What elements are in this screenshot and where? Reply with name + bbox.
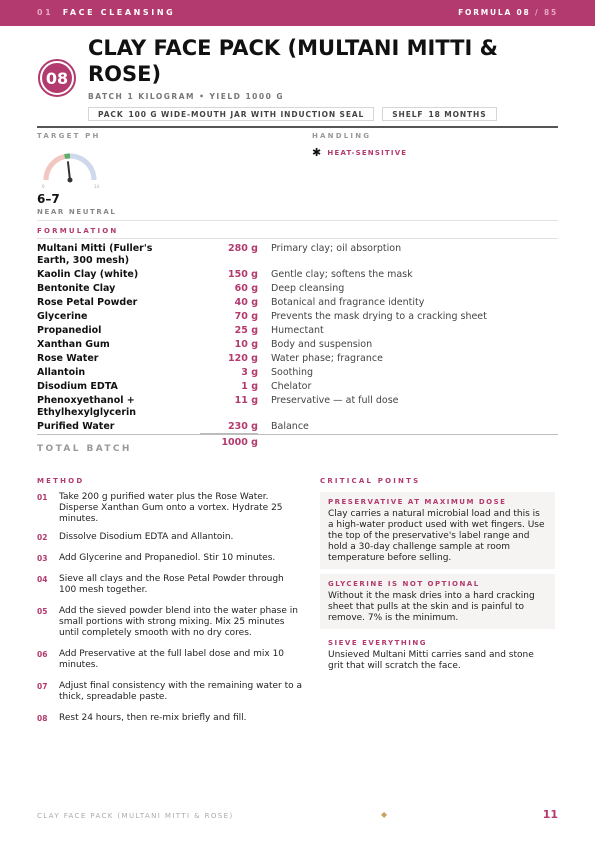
method-step xyxy=(37,532,302,543)
ingredient-name: Rose Water xyxy=(37,353,99,364)
ph-gauge-max-label: 14 xyxy=(94,184,100,189)
batch-subtitle: BATCH 1 KILOGRAM • YIELD 1000 G xyxy=(88,92,285,101)
spec-pills xyxy=(88,107,497,121)
ingredient-name: Bentonite Clay xyxy=(37,283,116,294)
top-bar xyxy=(0,0,595,26)
ingredient-amount: 10 g xyxy=(234,339,258,350)
formulation-row xyxy=(37,325,558,337)
diamond-icon: ◆ xyxy=(381,810,388,819)
method-step xyxy=(37,606,302,639)
critical-points-label: CRITICAL POINTS xyxy=(320,477,421,485)
header-divider xyxy=(37,126,558,128)
ingredient-note: Soothing xyxy=(271,367,314,378)
ingredient-note: Preservative — at full dose xyxy=(271,395,399,406)
ph-gauge-acid-zone xyxy=(46,157,65,180)
critical-point-card xyxy=(320,574,558,629)
critical-point-body: Without it the mask dries into a hard cracking sheet that pulls at the skin and is painful to remove. 7% is the minimum. xyxy=(328,591,535,623)
total-amount-rule xyxy=(200,433,258,434)
shelf-key: SHELF xyxy=(392,110,424,119)
page-title: CLAY FACE PACK (MULTANI MITTI & ROSE) xyxy=(88,36,498,86)
ingredient-note: Gentle clay; softens the mask xyxy=(271,269,413,280)
ingredient-amount: 3 g xyxy=(241,367,258,378)
step-number: 03 xyxy=(37,554,48,563)
step-text: Add Preservative at the full label dose and mix 10 minutes. xyxy=(59,649,285,670)
formula-label: FORMULA 08 xyxy=(458,8,531,17)
formulation-row xyxy=(37,311,558,323)
ingredient-note: Prevents the mask drying to a cracking sheet xyxy=(271,311,487,322)
critical-point-body: Unsieved Multani Mitti carries sand and stone grit that will scratch the face. xyxy=(328,650,534,671)
ingredient-name: Glycerine xyxy=(37,311,88,322)
method-label: METHOD xyxy=(37,477,85,485)
ingredient-note: Chelator xyxy=(271,381,312,392)
step-number: 07 xyxy=(37,682,48,691)
ph-gauge-target-range xyxy=(65,156,70,157)
ingredient-name: Disodium EDTA xyxy=(37,381,118,392)
step-number: 01 xyxy=(37,493,48,502)
ph-gauge-pivot xyxy=(68,178,73,183)
total-batch-label: TOTAL BATCH xyxy=(37,444,132,454)
formulation-row xyxy=(37,297,558,309)
formulation-row xyxy=(37,269,558,281)
formulation-row xyxy=(37,395,558,419)
step-text: Add the sieved powder blend into the water phase in small portions with strong mixing. Mix 25 minutes until completely smooth with no dry cores. xyxy=(59,606,298,638)
ingredient-amount: 40 g xyxy=(234,297,258,308)
method-step xyxy=(37,649,302,671)
ingredient-amount: 230 g xyxy=(228,421,258,432)
formulation-bottom-rule xyxy=(37,434,558,435)
formula-badge xyxy=(38,59,76,97)
shelf-pill xyxy=(382,107,496,121)
ingredient-name: Purified Water xyxy=(37,421,115,432)
formula-counter xyxy=(458,8,558,17)
ingredient-note: Humectant xyxy=(271,325,324,336)
formulation-row xyxy=(37,243,558,267)
ph-gauge-needle xyxy=(68,162,70,180)
formula-badge-number: 08 xyxy=(42,63,72,93)
ingredient-note: Body and suspension xyxy=(271,339,373,350)
section-title: FACE CLEANSING xyxy=(62,8,176,17)
step-text: Sieve all clays and the Rose Petal Powder through 100 mesh together. xyxy=(59,574,284,595)
step-number: 08 xyxy=(37,714,48,723)
ingredient-amount: 120 g xyxy=(228,353,258,364)
page-number: 11 xyxy=(542,808,558,821)
step-text: Adjust final consistency with the remaining water to a thick, spreadable paste. xyxy=(59,681,302,702)
ingredient-amount: 25 g xyxy=(234,325,258,336)
ingredient-name: Xanthan Gum xyxy=(37,339,110,350)
ingredient-note: Balance xyxy=(271,421,309,432)
method-step xyxy=(37,553,302,564)
critical-point-card xyxy=(320,634,558,672)
formulation-row xyxy=(37,367,558,379)
ingredient-name: Multani Mitti (Fuller's Earth, 300 mesh) xyxy=(37,243,153,266)
ingredient-name: Allantoin xyxy=(37,367,86,378)
step-text: Add Glycerine and Propanediol. Stir 10 minutes. xyxy=(59,553,276,563)
critical-point-body: Clay carries a natural microbial load and this is a high-water product used with wet fingers. Use the top of the preservative's label range and hold a 30-day challenge sample at room temperature before selling. xyxy=(328,509,545,563)
handling-item xyxy=(312,146,407,159)
ingredient-amount: 150 g xyxy=(228,269,258,280)
step-number: 02 xyxy=(37,533,48,542)
step-text: Rest 24 hours, then re-mix briefly and fill. xyxy=(59,713,247,723)
handling-label: HANDLING xyxy=(312,132,372,140)
footer-title: CLAY FACE PACK (MULTANI MITTI & ROSE) xyxy=(37,812,234,820)
step-number: 04 xyxy=(37,575,48,584)
pack-value: 100 G WIDE-MOUTH JAR WITH INDUCTION SEAL xyxy=(128,110,365,119)
step-text: Take 200 g purified water plus the Rose Water. Disperse Xanthan Gum onto a vortex. Hydrate 25 minutes. xyxy=(59,492,283,524)
step-number: 06 xyxy=(37,650,48,659)
total-batch-value: 1000 g xyxy=(221,437,258,448)
ingredient-amount: 11 g xyxy=(234,395,258,406)
method-step xyxy=(37,681,302,703)
formulation-row xyxy=(37,381,558,393)
section-heading xyxy=(37,8,175,17)
formulation-row xyxy=(37,283,558,295)
asterisk-icon: ✱ xyxy=(312,146,323,159)
handling-item-text: HEAT-SENSITIVE xyxy=(327,148,408,157)
ingredient-note: Botanical and fragrance identity xyxy=(271,297,425,308)
pack-pill xyxy=(88,107,374,121)
ingredient-amount: 70 g xyxy=(234,311,258,322)
formulation-row xyxy=(37,421,558,433)
section-number: 01 xyxy=(37,8,54,17)
ingredient-amount: 280 g xyxy=(228,243,258,254)
formulation-label: FORMULATION xyxy=(37,227,119,235)
ingredient-amount: 60 g xyxy=(234,283,258,294)
ph-gauge xyxy=(38,150,102,190)
critical-point-card xyxy=(320,492,558,569)
ingredient-name: Rose Petal Powder xyxy=(37,297,138,308)
formulation-row xyxy=(37,339,558,351)
formula-total: / 85 xyxy=(535,8,558,17)
ph-gauge-alkaline-zone xyxy=(70,156,94,180)
critical-point-title: SIEVE EVERYTHING xyxy=(328,639,427,647)
shelf-value: 18 MONTHS xyxy=(428,110,487,119)
pack-key: PACK xyxy=(98,110,124,119)
ph-value: 6–7 xyxy=(37,192,60,206)
step-number: 05 xyxy=(37,607,48,616)
method-steps xyxy=(37,492,302,724)
ph-note: NEAR NEUTRAL xyxy=(37,208,117,216)
ingredient-name: Propanediol xyxy=(37,325,102,336)
formulation-row xyxy=(37,353,558,365)
critical-point-title: PRESERVATIVE AT MAXIMUM DOSE xyxy=(328,498,507,506)
method-step xyxy=(37,574,302,596)
ph-divider xyxy=(37,220,558,221)
formulation-top-rule xyxy=(37,238,558,239)
ingredient-note: Primary clay; oil absorption xyxy=(271,243,402,254)
step-text: Dissolve Disodium EDTA and Allantoin. xyxy=(59,532,234,542)
ph-gauge-min-label: 0 xyxy=(42,184,45,189)
ingredient-note: Water phase; fragrance xyxy=(271,353,383,364)
method-step xyxy=(37,492,302,525)
method-step xyxy=(37,713,302,724)
ingredient-name: Phenoxyethanol + Ethylhexylglycerin xyxy=(37,395,137,418)
ingredient-amount: 1 g xyxy=(241,381,258,392)
formulation-table xyxy=(37,243,558,435)
target-ph-label: TARGET PH xyxy=(37,132,101,140)
ingredient-name: Kaolin Clay (white) xyxy=(37,269,139,280)
ingredient-note: Deep cleansing xyxy=(271,283,345,294)
critical-point-title: GLYCERINE IS NOT OPTIONAL xyxy=(328,580,480,588)
